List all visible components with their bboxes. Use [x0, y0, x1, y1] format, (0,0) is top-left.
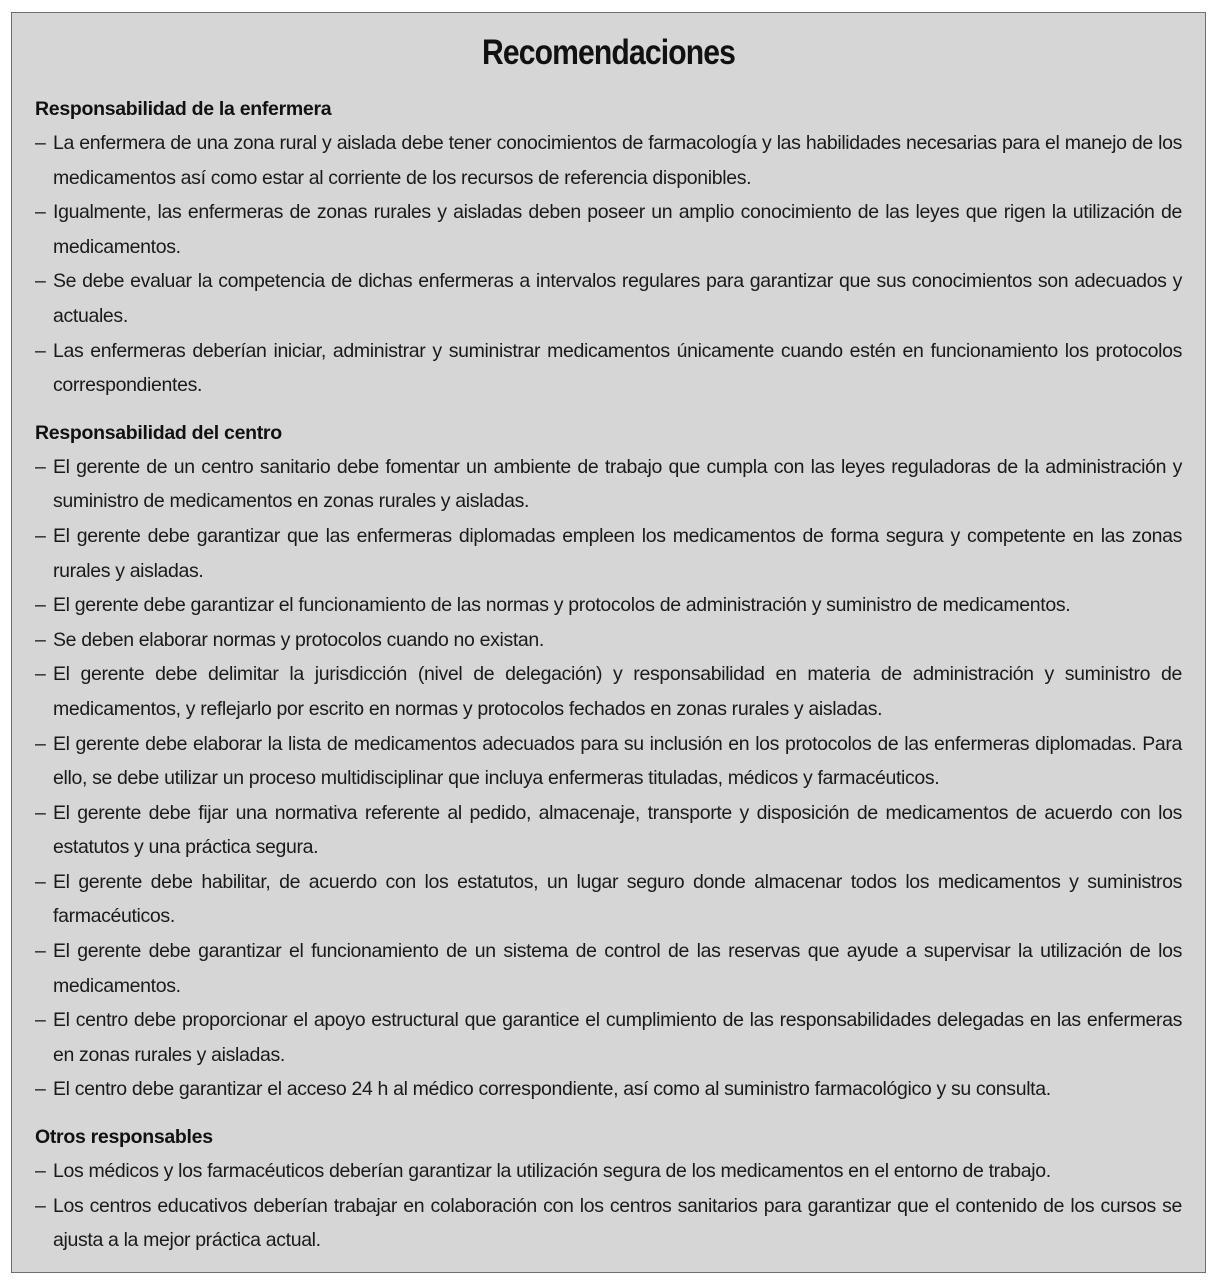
section-heading: Responsabilidad del centro: [35, 421, 282, 444]
bullet-dash: –: [35, 1194, 46, 1217]
bullet-dash: –: [35, 339, 46, 362]
bullet-dash: –: [35, 1160, 46, 1183]
bullet-dash: –: [35, 870, 46, 893]
list-item-text: El gerente debe delimitar la jurisdicción (nivel de delegación) y responsabilidad en materia de administración y suministro de medicamentos, y reflejarlo por escrito en normas y protocolos fechados en zonas rurales y aisladas.: [53, 663, 1182, 720]
bullet-dash: –: [35, 201, 46, 224]
list-item: [35, 195, 1182, 264]
recommendations-content: [35, 92, 1182, 1258]
list-item-text: El gerente debe habilitar, de acuerdo con los estatutos, un lugar seguro donde almacenar todos los medicamentos y suministros farmacéuticos.: [53, 870, 1182, 928]
section-heading: Otros responsables: [35, 1126, 213, 1149]
bullet-dash: –: [35, 732, 46, 755]
section: [35, 1120, 1182, 1258]
list-item: [35, 450, 1182, 519]
bullet-dash: –: [35, 801, 46, 824]
section-heading: Responsabilidad de la enfermera: [35, 98, 332, 120]
list-item: [35, 1154, 1182, 1189]
list-item: [35, 264, 1182, 333]
bullet-dash: –: [35, 455, 46, 478]
list-item-text: El gerente debe garantizar el funcionamiento de las normas y protocolos de administración y suministro de medicamentos.: [53, 594, 1071, 617]
list-item-text: La enfermera de una zona rural y aislada debe tener conocimientos de farmacología y las habilidades necesarias para el manejo de los medicamentos así como estar al corriente de los recursos de referencia disponibles.: [53, 132, 1182, 189]
bullet-dash: –: [35, 628, 46, 651]
section: [35, 416, 1182, 1107]
bullet-dash: –: [35, 594, 46, 617]
list-item: [35, 796, 1182, 865]
list-item: [35, 334, 1182, 403]
section: [35, 92, 1182, 403]
list-item: [35, 126, 1182, 195]
list-item-text: Los centros educativos deberían trabajar en colaboración con los centros sanitarios para garantizar que el contenido de los cursos se ajusta a la mejor práctica actual.: [53, 1194, 1182, 1252]
list-item: [35, 588, 1182, 623]
list-item: [35, 1003, 1182, 1072]
bullet-dash: –: [35, 1009, 46, 1032]
list-item-text: Las enfermeras deberían iniciar, administrar y suministrar medicamentos únicamente cuando estén en funcionamiento los protocolos correspondientes.: [53, 339, 1182, 397]
list-item-text: Igualmente, las enfermeras de zonas rurales y aisladas deben poseer un amplio conocimiento de las leyes que rigen la utilización de medicamentos.: [53, 201, 1182, 258]
list-item: [35, 934, 1182, 1003]
recommendations-box: [11, 12, 1206, 1273]
bullet-dash: –: [35, 132, 46, 154]
list-item: [35, 657, 1182, 726]
box-title: Recomendaciones: [481, 33, 736, 72]
list-item-text: El gerente de un centro sanitario debe fomentar un ambiente de trabajo que cumpla con las leyes reguladoras de la administración y suministro de medicamentos en zonas rurales y aisladas.: [53, 455, 1182, 513]
list-item-text: Los médicos y los farmacéuticos deberían garantizar la utilización segura de los medicamentos en el entorno de trabajo.: [53, 1160, 1051, 1183]
bullet-dash: –: [35, 663, 46, 686]
list-item: [35, 1189, 1182, 1258]
list-item-text: El gerente debe elaborar la lista de medicamentos adecuados para su inclusión en los protocolos de las enfermeras diplomadas. Para ello, se debe utilizar un proceso multidisciplinar que incluya enfermeras tituladas, médicos y farmacéuticos.: [53, 732, 1182, 790]
list-item-text: El gerente debe fijar una normativa referente al pedido, almacenaje, transporte y disposición de medicamentos de acuerdo con los estatutos y una práctica segura.: [53, 801, 1182, 859]
bullet-dash: –: [35, 1078, 46, 1101]
bullet-dash: –: [35, 270, 46, 293]
list-item: [35, 865, 1182, 934]
list-item-text: Se debe evaluar la competencia de dichas enfermeras a intervalos regulares para garantizar que sus conocimientos son adecuados y actuales.: [53, 270, 1182, 327]
list-item-text: El gerente debe garantizar el funcionamiento de un sistema de control de las reservas que ayude a supervisar la utilización de los medicamentos.: [53, 940, 1182, 997]
list-item-text: El gerente debe garantizar que las enfermeras diplomadas empleen los medicamentos de forma segura y competente en las zonas rurales y aisladas.: [53, 524, 1182, 582]
bullet-dash: –: [35, 524, 46, 547]
list-item-text: El centro debe proporcionar el apoyo estructural que garantice el cumplimiento de las responsabilidades delegadas en las enfermeras en zonas rurales y aisladas.: [53, 1009, 1182, 1066]
list-item: [35, 1072, 1182, 1107]
list-item-text: Se deben elaborar normas y protocolos cuando no existan.: [53, 628, 544, 651]
bullet-dash: –: [35, 940, 46, 963]
list-item-text: El centro debe garantizar el acceso 24 h al médico correspondiente, así como al suministro farmacológico y su consulta.: [53, 1078, 1051, 1101]
list-item: [35, 623, 1182, 658]
list-item: [35, 519, 1182, 588]
list-item: [35, 727, 1182, 796]
